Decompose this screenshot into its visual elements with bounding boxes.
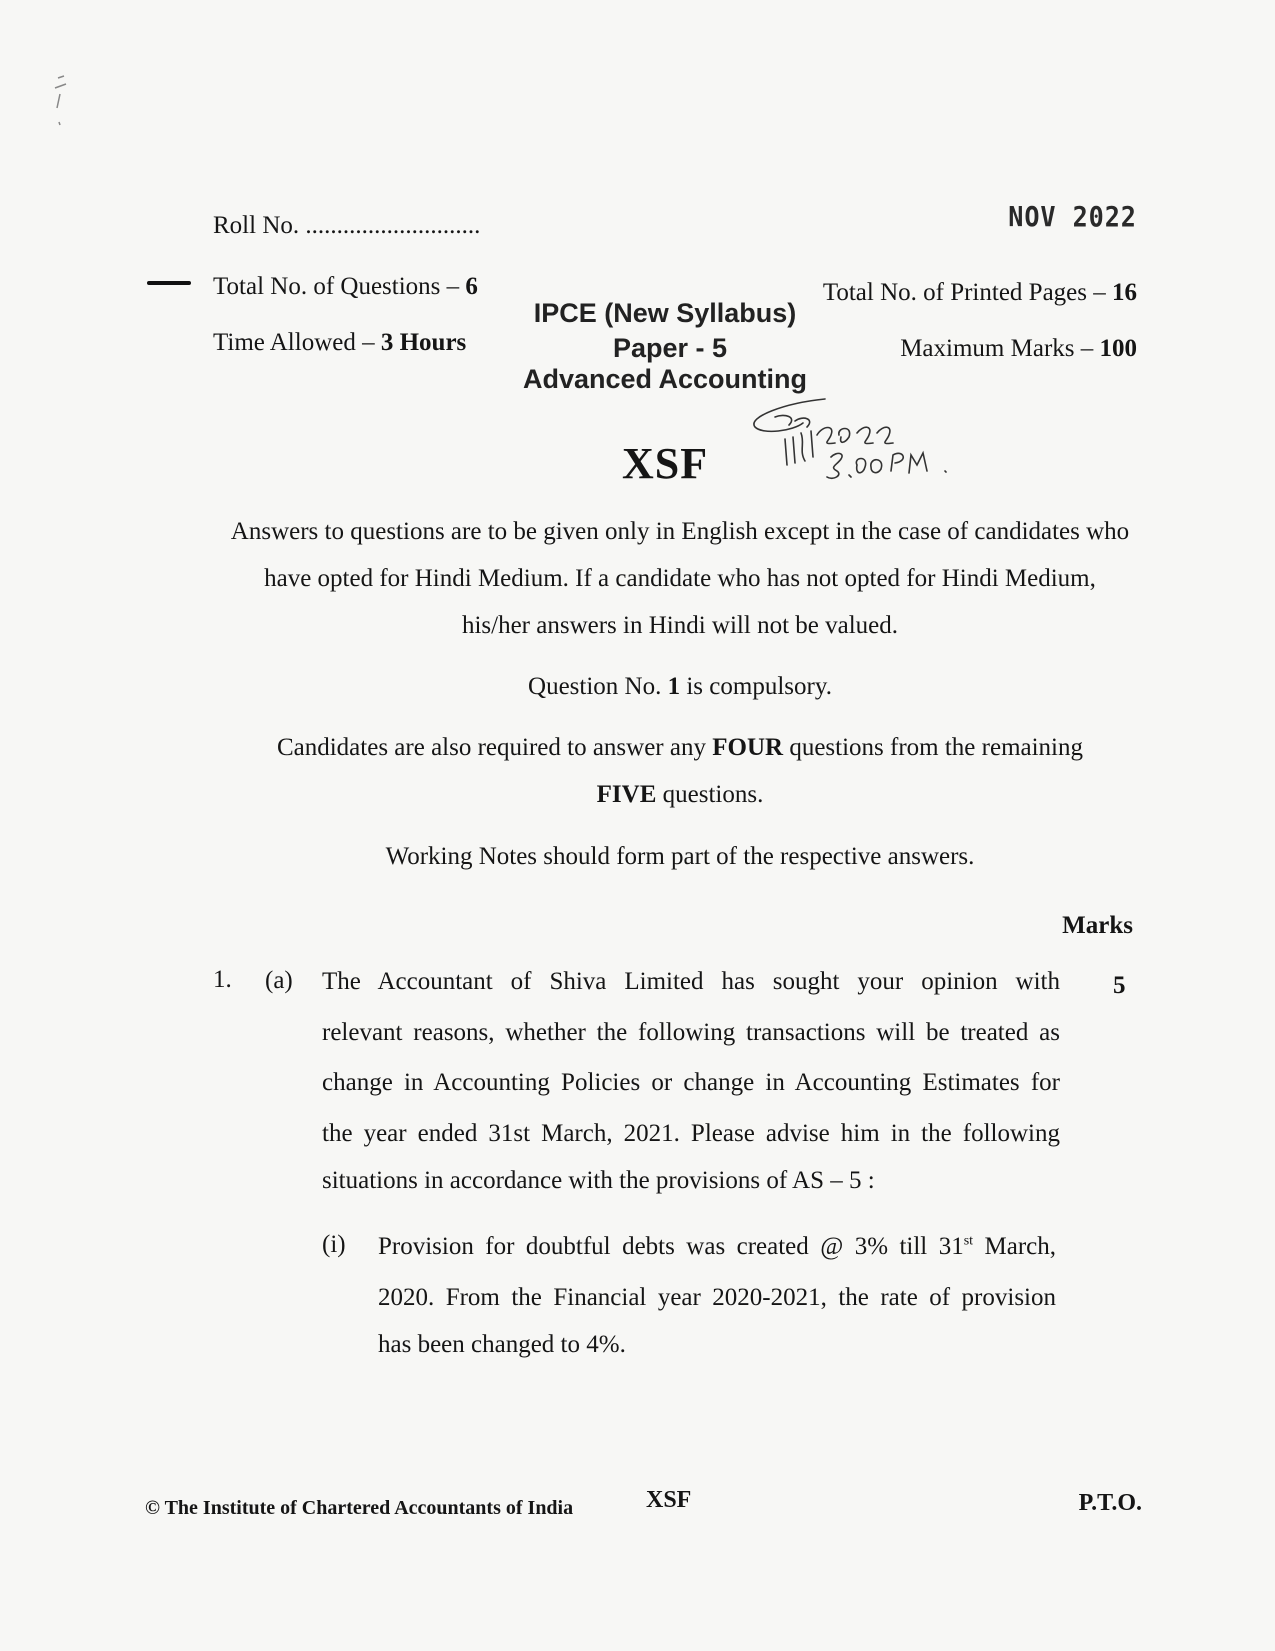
footer-pto: P.T.O.: [1078, 1490, 1142, 1516]
total-questions-value: 6: [465, 273, 478, 300]
sub-item-label: (i): [322, 1231, 346, 1258]
remaining-suffix: questions.: [656, 781, 764, 808]
sub-item-line-1-sup: st: [963, 1233, 974, 1249]
margin-mark: [40, 70, 80, 130]
remaining-instruction: [160, 781, 1200, 809]
total-pages-value: 16: [1112, 279, 1137, 306]
time-allowed-label: Time Allowed –: [213, 329, 381, 356]
instruction-line-3: his/her answers in Hindi will not be valued.: [461, 612, 899, 639]
choice-instruction: [160, 734, 1200, 762]
total-pages: [823, 279, 1137, 307]
handwritten-signature: [745, 395, 955, 505]
question-text-line-4: the year ended 31st March, 2021. Please advise him in the following: [322, 1120, 1060, 1147]
paper-code: XSF: [622, 439, 709, 488]
footer-copyright: © The Institute of Chartered Accountants of India: [145, 1497, 574, 1519]
session-stamp: NOV 2022: [1008, 200, 1137, 233]
question-text-line-1: The Accountant of Shiva Limited has sought your opinion with: [322, 968, 1060, 995]
question-text-line-5: situations in accordance with the provisions of AS – 5 :: [322, 1167, 875, 1194]
remaining-count: FIVE: [596, 781, 657, 808]
sub-item-line-1-suffix: March,: [973, 1233, 1057, 1260]
total-questions-label: Total No. of Questions –: [213, 273, 466, 300]
question-text-line-2: relevant reasons, whether the following transactions will be treated as: [322, 1019, 1060, 1046]
total-pages-label: Total No. of Printed Pages –: [822, 279, 1112, 306]
marks-header: Marks: [1062, 912, 1133, 939]
question-text-line-3: change in Accounting Policies or change in Accounting Estimates for: [322, 1069, 1060, 1096]
roll-number: Roll No. ............................: [213, 212, 481, 239]
subject-title: Advanced Accounting: [522, 364, 808, 394]
compulsory-instruction: [160, 673, 1200, 701]
maximum-marks: [900, 335, 1137, 363]
sub-item-line-3: has been changed to 4%.: [378, 1331, 626, 1358]
choice-count: FOUR: [712, 734, 784, 761]
instruction-line-1: Answers to questions are to be given only in English except in the case of candidates who: [230, 518, 1130, 545]
compulsory-suffix: is compulsory.: [680, 673, 832, 700]
time-allowed: [213, 329, 466, 357]
course-title: IPCE (New Syllabus): [533, 298, 797, 328]
margin-dash: [147, 281, 191, 285]
total-questions: [213, 273, 478, 301]
maximum-marks-value: 100: [1099, 335, 1137, 362]
instruction-line-2: have opted for Hindi Medium. If a candidate who has not opted for Hindi Medium,: [264, 565, 1096, 592]
compulsory-number: 1: [667, 673, 681, 700]
question-number: 1.: [213, 966, 232, 993]
question-marks: 5: [1113, 972, 1126, 999]
time-allowed-value: 3 Hours: [380, 329, 467, 356]
maximum-marks-label: Maximum Marks –: [900, 335, 1100, 362]
choice-suffix: questions from the remaining: [783, 734, 1084, 761]
footer-paper-code: XSF: [646, 1487, 692, 1513]
sub-item-line-1-prefix: Provision for doubtful debts was created @ 3% till 31: [378, 1233, 964, 1260]
paper-number: Paper - 5: [612, 333, 728, 363]
sub-item-line-2: 2020. From the Financial year 2020-2021, the rate of provision: [378, 1284, 1056, 1311]
compulsory-prefix: Question No.: [528, 673, 668, 700]
question-part: (a): [265, 967, 293, 994]
working-notes-instruction: Working Notes should form part of the respective answers.: [385, 843, 975, 870]
sub-item-line-1: [378, 1233, 1056, 1261]
choice-prefix: Candidates are also required to answer any: [276, 734, 713, 761]
